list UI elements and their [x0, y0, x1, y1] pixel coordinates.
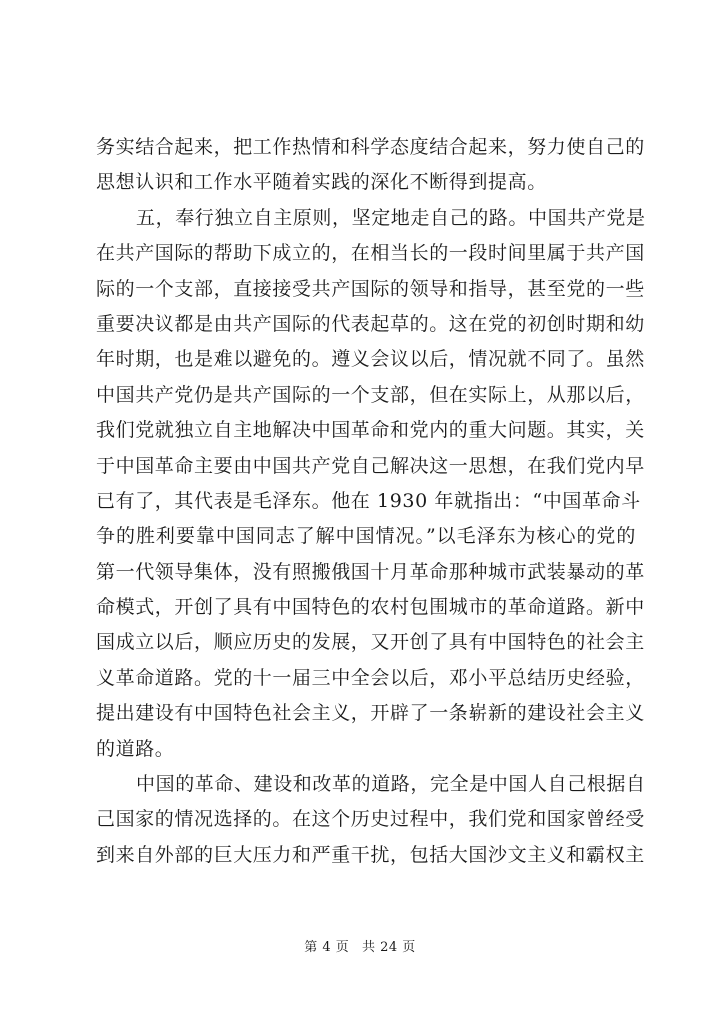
text-line: 于中国革命主要由中国共产党自己解决这一思想，在我们党内早: [96, 454, 645, 477]
text-line: 在共产国际的帮助下成立的，在相当长的一段时间里属于共产国: [96, 242, 645, 265]
text-line: 义革命道路。党的十一届三中全会以后，邓小平总结历史经验，: [96, 666, 645, 689]
text-line: 际的一个支部，直接接受共产国际的领导和指导，甚至党的一些: [96, 277, 645, 300]
text-line: 己国家的情况选择的。在这个历史过程中，我们党和国家曾经受: [96, 808, 645, 831]
text-line: 已有了，其代表是毛泽东。他在 1930 年就指出：“中国革命斗: [96, 489, 641, 512]
text-line: 到来自外部的巨大压力和严重干扰，包括大国沙文主义和霸权主: [96, 843, 645, 866]
text-line: 重要决议都是由共产国际的代表起草的。这在党的初创时期和幼: [96, 312, 645, 335]
text-line: 第一代领导集体，没有照搬俄国十月革命那种城市武装暴动的革: [96, 560, 645, 583]
text-line: 的道路。: [96, 737, 175, 760]
text-line: 务实结合起来，把工作热情和科学态度结合起来，努力使自己的: [96, 136, 645, 158]
text-line: 争的胜利要靠中国同志了解中国情况。”以毛泽东为核心的党的: [96, 525, 636, 548]
body-text: [96, 130, 646, 873]
text-line: 国成立以后，顺应历史的发展，又开创了具有中国特色的社会主: [96, 631, 645, 654]
page-total: 共 24 页: [361, 940, 416, 955]
paragraph-start-line: 中国的革命、建设和改革的道路，完全是中国人自己根据自: [136, 773, 646, 796]
text-line: 我们党就独立自主地解决中国革命和党内的重大问题。其实，关: [96, 419, 645, 442]
text-line: 思想认识和工作水平随着实践的深化不断得到提高。: [96, 171, 547, 194]
text-line: 年时期，也是难以避免的。遵义会议以后，情况就不同了。虽然: [96, 348, 645, 371]
text-line: 命模式，开创了具有中国特色的农村包围城市的革命道路。新中: [96, 596, 645, 619]
text-line: 提出建设有中国特色社会主义，开辟了一条崭新的建设社会主义: [96, 702, 645, 725]
page-footer: [0, 936, 720, 955]
text-line: 中国共产党仍是共产国际的一个支部，但在实际上，从那以后，: [96, 383, 645, 406]
paragraph-start-line: 五，奉行独立自主原则，坚定地走自己的路。中国共产党是: [136, 206, 646, 229]
page-number: 第 4 页: [304, 940, 350, 955]
